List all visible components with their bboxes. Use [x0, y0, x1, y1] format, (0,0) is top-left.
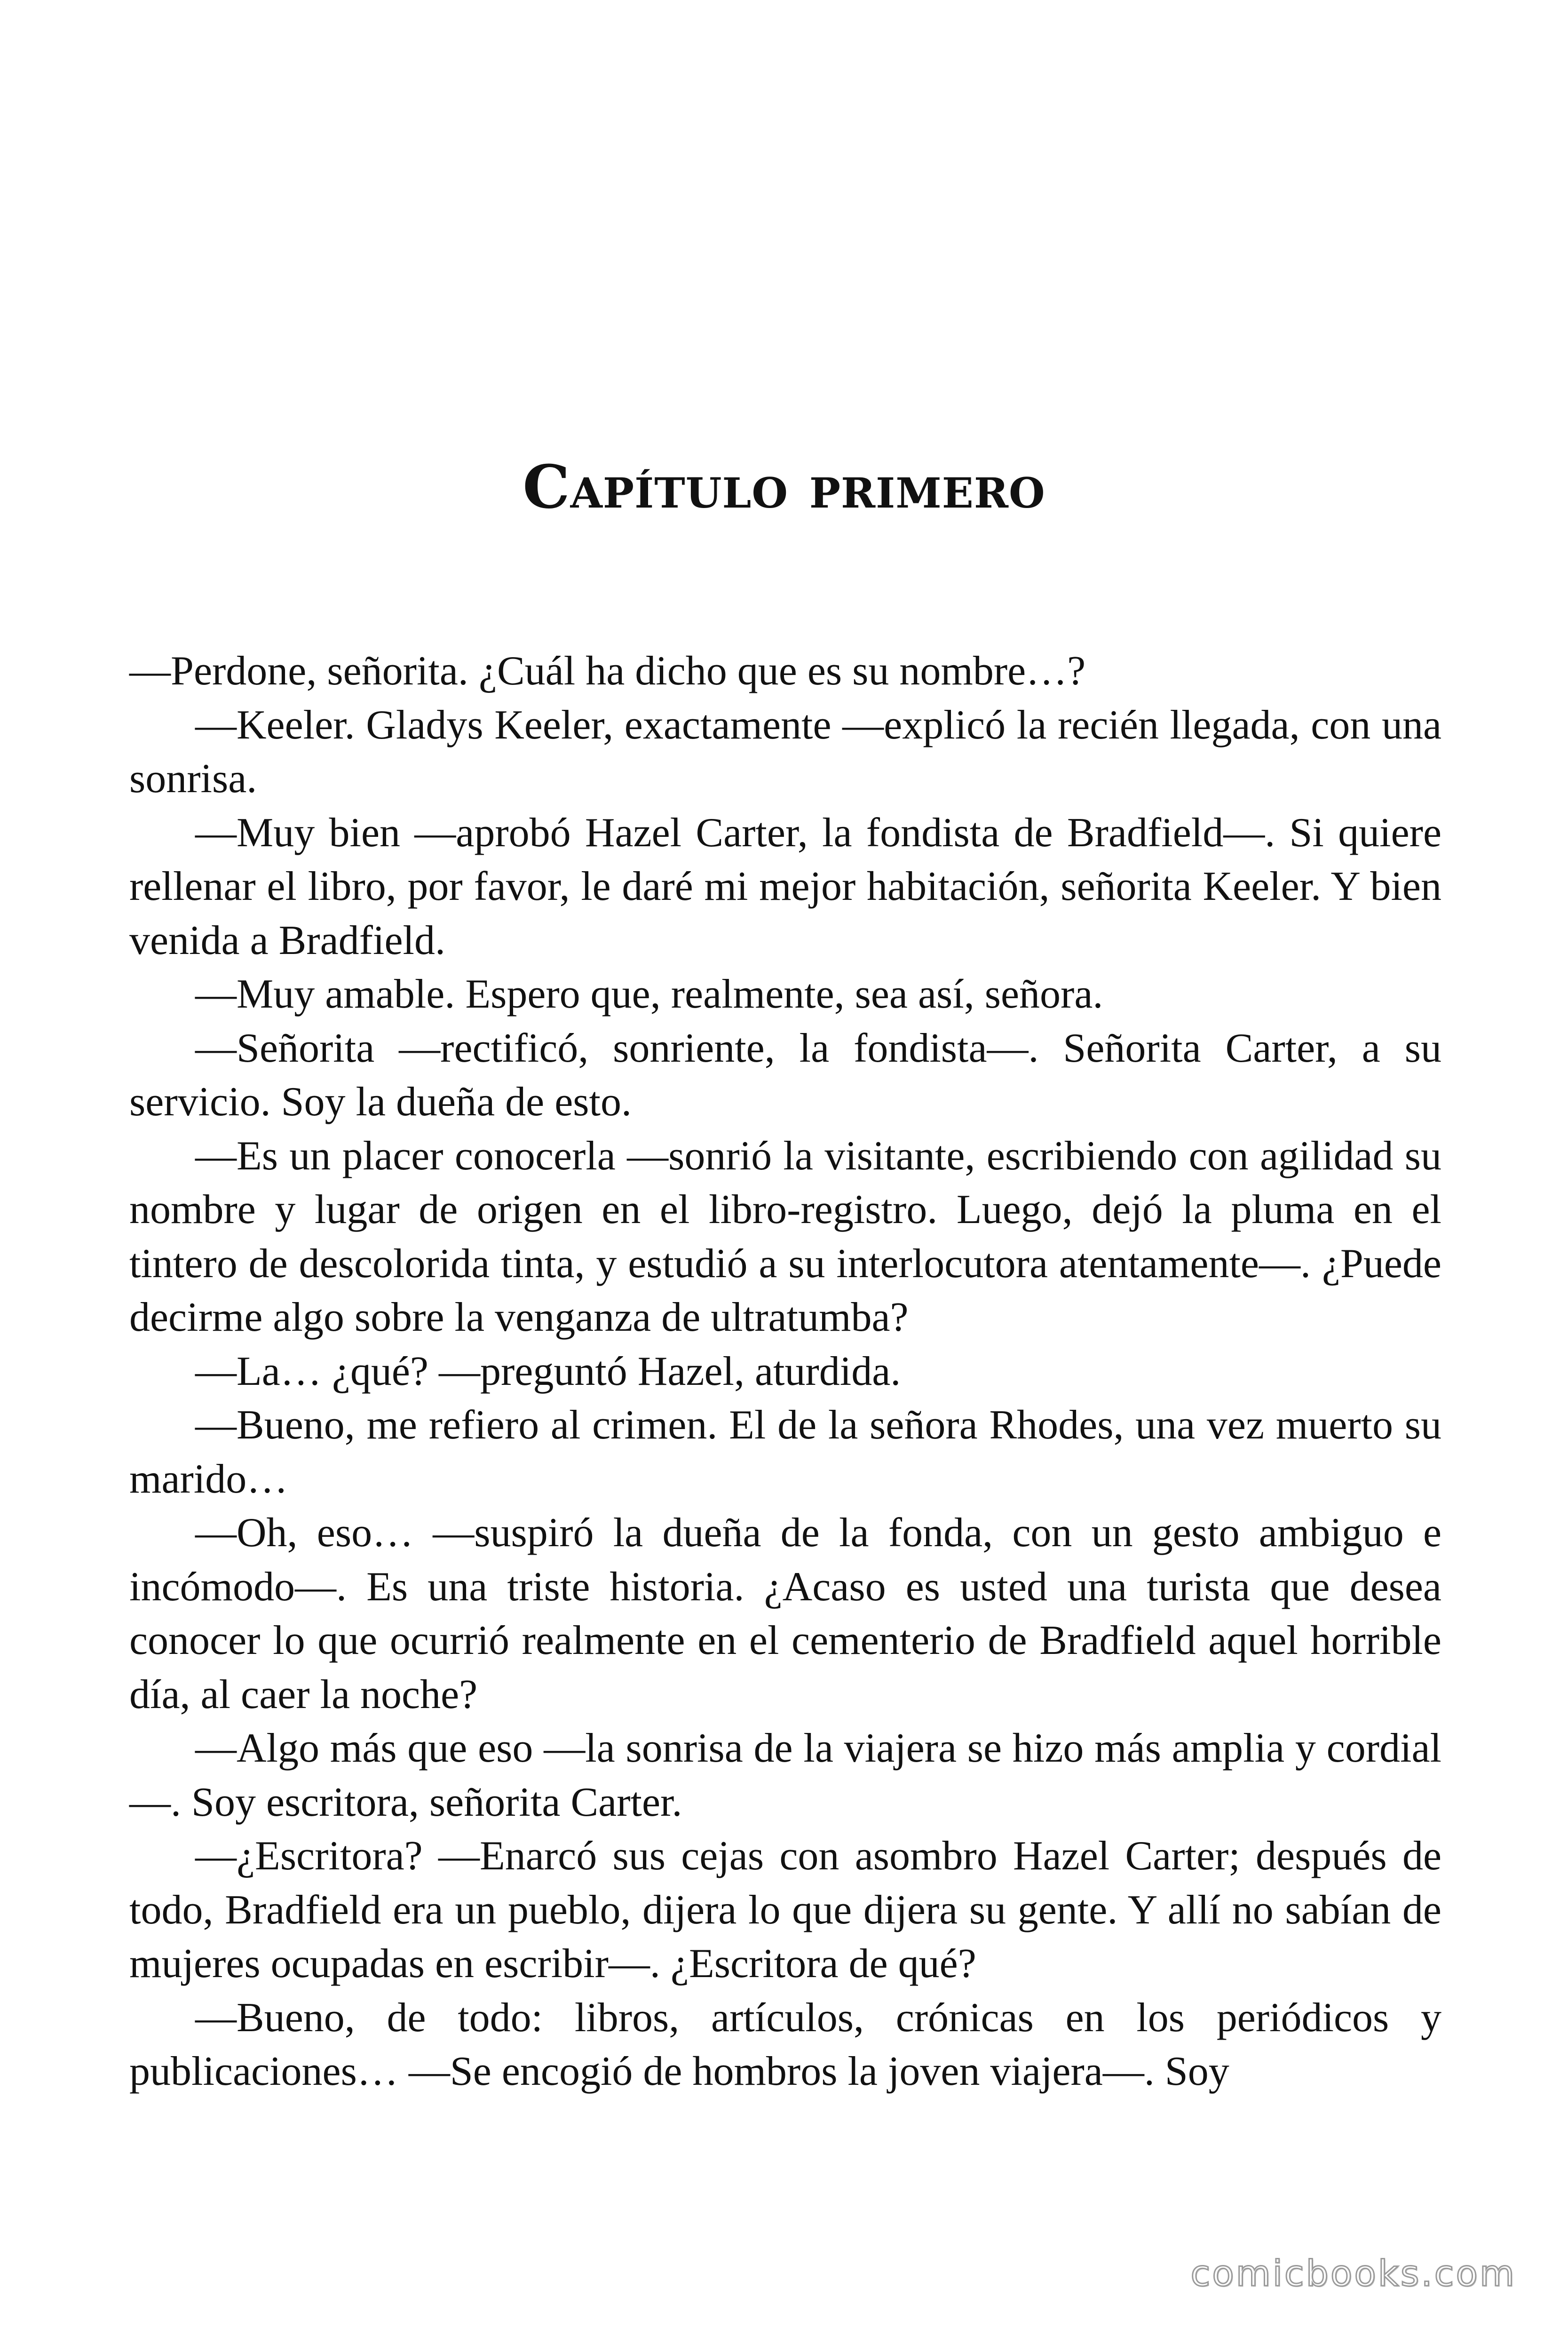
paragraph: —Bueno, me refiero al crimen. El de la señora Rhodes, una vez muerto su marido… [129, 1402, 1441, 1502]
paragraph: —Keeler. Gladys Keeler, exactamente —explicó la recién llegada, con una sonrisa. [129, 702, 1441, 802]
paragraph: —Señorita —rectificó, sonriente, la fondista—. Señorita Carter, a su servicio. Soy la dueña de esto. [129, 1025, 1441, 1125]
paragraph: —Oh, eso… —suspiró la dueña de la fonda, con un gesto ambiguo e incómodo—. Es una triste historia. ¿Acaso es usted una turista que desea conocer lo que ocurrió realmente en el cementerio de Bradfield aquel horrible día, al caer la noche? [129, 1510, 1441, 1717]
watermark: comicbooks.com [1190, 2252, 1516, 2294]
paragraph: —Perdone, señorita. ¿Cuál ha dicho que es su nombre…? [129, 648, 1086, 694]
paragraph: —Es un placer conocerla —sonrió la visitante, escribiendo con agilidad su nombre y lugar de origen en el libro-registro. Luego, dejó la pluma en el tintero de descolorida tinta, y estudió a su interlocutora atentamente—. ¿Puede decirme algo sobre la venganza de ultratumba? [129, 1133, 1441, 1340]
chapter-body [129, 644, 1441, 2099]
paragraph: —Muy bien —aprobó Hazel Carter, la fondista de Bradfield—. Si quiere rellenar el libro, por favor, le daré mi mejor habitación, señorita Keeler. Y bien venida a Bradfield. [129, 810, 1441, 963]
paragraph: —La… ¿qué? —preguntó Hazel, aturdida. [195, 1348, 901, 1394]
paragraph: —Algo más que eso —la sonrisa de la viajera se hizo más amplia y cordial—. Soy escritora, señorita Carter. [129, 1725, 1441, 1825]
paragraph: —Bueno, de todo: libros, artículos, crónicas en los periódicos y publicaciones… —Se encogió de hombros la joven viajera—. Soy [129, 1994, 1441, 2094]
paragraph: —Muy amable. Espero que, realmente, sea así, señora. [195, 971, 1103, 1017]
paragraph: —¿Escritora? —Enarcó sus cejas con asombro Hazel Carter; después de todo, Bradfield era un pueblo, dijera lo que dijera su gente. Y allí no sabían de mujeres ocupadas en escribir—. ¿Escritora de qué? [129, 1833, 1441, 1986]
chapter-title: Capítulo primero [523, 452, 1045, 522]
